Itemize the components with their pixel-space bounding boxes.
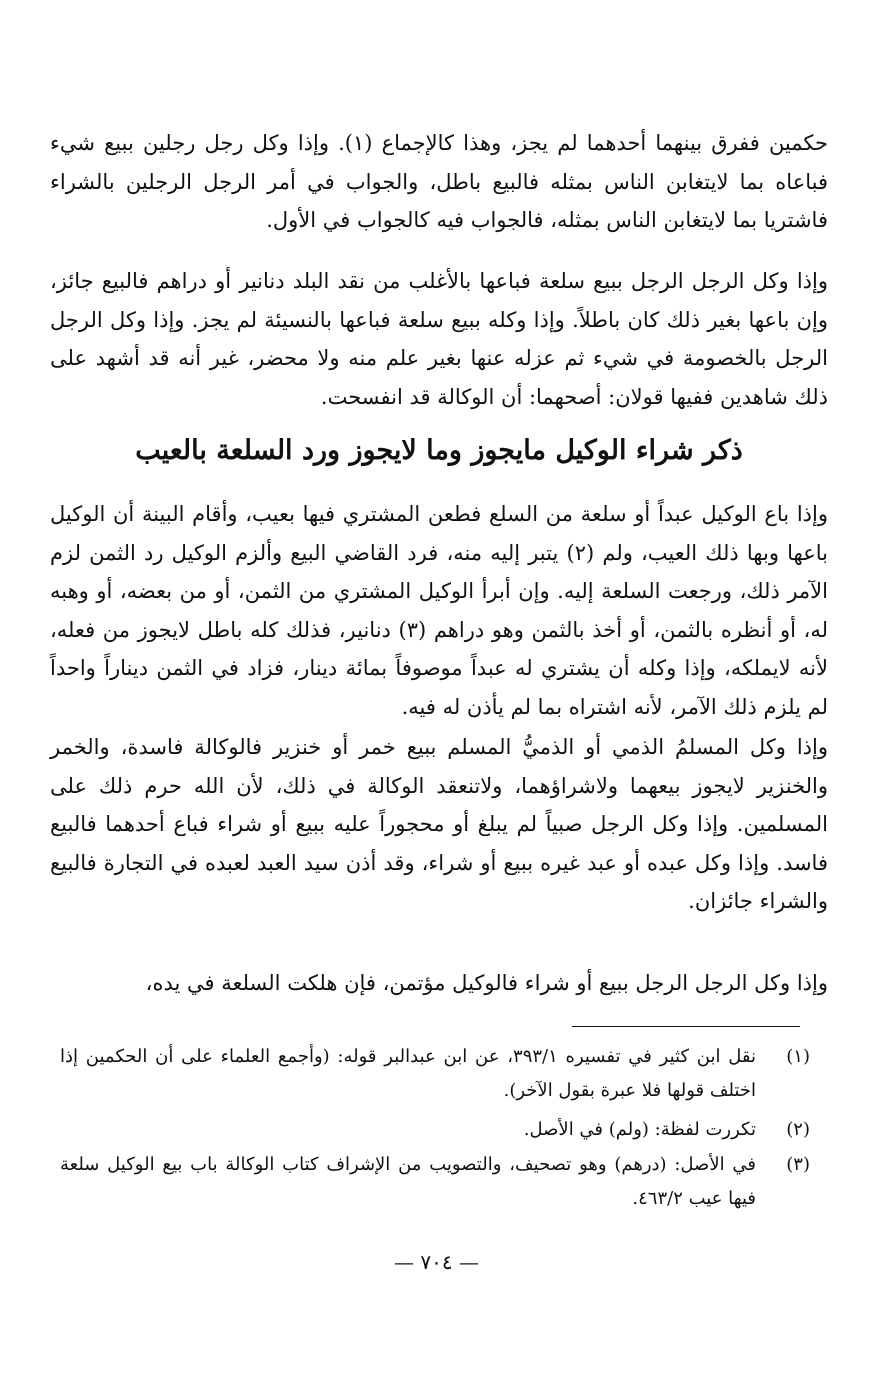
footnote-1 (60, 1040, 810, 1108)
body-paragraph-4: وإذا وكل المسلمُ الذمي أو الذميُّ المسلم ببيع خمر أو خنزير فالوكالة فاسدة، والخمر والخنزير لايجوز بيعهما ولاشراؤهما، ولاتنعقد الوكالة في ذلك، لأن الله حرم ذلك على المسلمين. وإذا وكل الرجل صبياً لم يبلغ أو محجوراً عليه ببيع أو شراء فباع أحدهما فالبيع فاسد. وإذا وكل عبده أو عبد غيره ببيع أو شراء، وقد أذن سيد العبد لعبده في التجارة فالبيع والشراء جائزان. (50, 735, 828, 914)
footnote-text: في الأصل: (درهم) وهو تصحيف، والتصويب من الإشراف كتاب الوكالة باب بيع الوكيل سلعة فيها عيب ٤٦٣/٢. (60, 1154, 756, 1209)
footnote-number: (١) (786, 1046, 810, 1067)
page-number: — ٧٠٤ — (394, 1250, 479, 1274)
body-paragraph-2: وإذا وكل الرجل الرجل ببيع سلعة فباعها بالأغلب من نقد البلد دنانير أو دراهم فالبيع جائز، وإن باعها بغير ذلك كان باطلاً. وإذا وكله ببيع سلعة فباعها بالنسيئة لم يجز. وإذا وكل الرجل الرجل بالخصومة في شيء ثم عزله عنها بغير علم منه ولا محضر، غير أنه قد أشهد على ذلك شاهدين ففيها قولان: أصحهما: أن الوكالة قد انفسحت. (50, 269, 828, 409)
footnote-text: تكررت لفظة: (ولم) في الأصل. (523, 1119, 756, 1140)
footnote-number: (٣) (786, 1154, 810, 1175)
body-paragraph-5: وإذا وكل الرجل الرجل ببيع أو شراء فالوكيل مؤتمن، فإن هلكت السلعة في يده، (145, 971, 828, 995)
footnote-separator (572, 1026, 800, 1027)
footnote-3 (60, 1148, 810, 1216)
body-paragraph-1: حكمين ففرق بينهما أحدهما لم يجز، وهذا كالإجماع (١). وإذا وكل رجل رجلين ببيع شيء فباعاه بما لايتغابن الناس بمثله فالبيع باطل، والجواب في أمر الرجل الرجلين بالشراء فاشتريا بما لايتغابن الناس بمثله، فالجواب فيه كالجواب في الأول. (50, 131, 828, 233)
footnote-2 (60, 1113, 810, 1147)
body-paragraph-3: وإذا باع الوكيل عبداً أو سلعة من السلع فطعن المشتري فيها بعيب، وأقام البينة أن الوكيل باعها وبها ذلك العيب، ولم (٢) يتبر إليه منه، فرد القاضي البيع وألزم الوكيل رد الثمن لزم الآمر ذلك، ورجعت السلعة إليه. وإن أبرأ الوكيل المشتري من الثمن، أو من بعضه، أو وهبه له، أو أنظره بالثمن، أو أخذ بالثمن وهو دراهم (٣) دنانير، فذلك كله باطل لايجوز من فعله، لأنه لايملكه، وإذا وكله أن يشتري له عبداً موصوفاً بمائة دينار، فزاد في الثمن ديناراً واحداً لم يلزم ذلك الآمر، لأنه اشتراه بما لم يأذن له فيه. (50, 502, 828, 719)
footnote-number: (٢) (786, 1119, 810, 1140)
footnote-text: نقل ابن كثير في تفسيره ٣٩٣/١، عن ابن عبدالبر قوله: (وأجمع العلماء على أن الحكمين إذا اختلف قولها فلا عبرة بقول الآخر). (60, 1046, 757, 1101)
section-heading: ذكر شراء الوكيل مايجوز وما لايجوز ورد السلعة بالعيب (135, 435, 743, 466)
